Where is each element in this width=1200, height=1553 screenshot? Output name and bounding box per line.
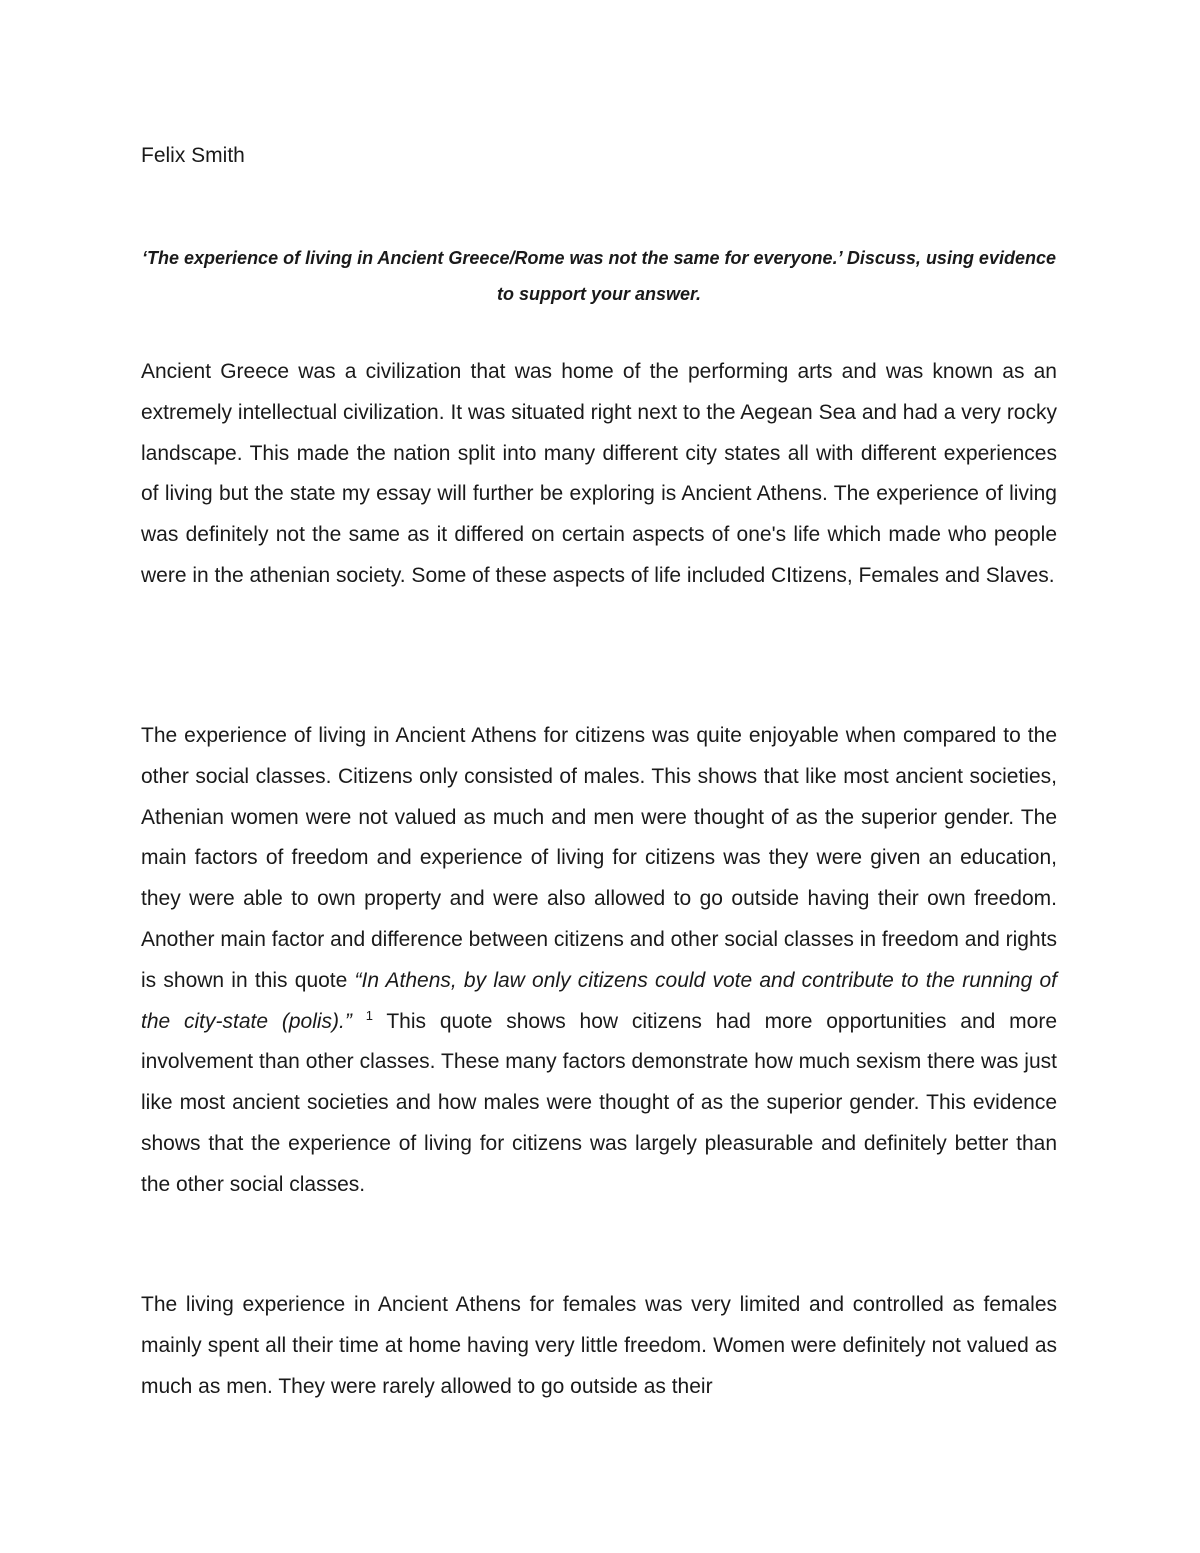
essay-title: ‘The experience of living in Ancient Greece/Rome was not the same for everyone.’ Discuss, using evidence to support your answer. xyxy=(142,248,1056,304)
paragraph-citizens xyxy=(141,716,1057,1206)
footnote-reference[interactable]: 1 xyxy=(365,1007,373,1023)
paragraph-intro: Ancient Greece was a civilization that was home of the performing arts and was known as an extremely intellectual civilization. It was situated right next to the Aegean Sea and had a very rocky landscape. This made the nation split into many different city states all with different experiences of living but the state my essay will further be exploring is Ancient Athens. The experience of living was definitely not the same as it differed on certain aspects of one's life which made who people were in the athenian society. Some of these aspects of life included CItizens, Females and Slaves. xyxy=(141,360,1057,587)
author-name: Felix Smith xyxy=(141,144,245,167)
paragraph-females: The living experience in Ancient Athens for females was very limited and controlled as females mainly spent all their time at home having very little freedom. Women were definitely not valued as much as men. They were rarely allowed to go outside as their xyxy=(141,1293,1057,1398)
paragraph-citizens-text-before-quote: The experience of living in Ancient Athens for citizens was quite enjoyable when compared to the other social classes. Citizens only consisted of males. This shows that like most ancient societies, Athenian women were not valued as much and men were thought of as the superior gender. The main factors of freedom and experience of living for citizens was they were given an education, they were able to own property and were also allowed to go outside having their own freedom. Another main factor and difference between citizens and other social classes in freedom and rights is shown in this quote xyxy=(141,724,1057,992)
quote-text: “In Athens, by law only citizens could vote and contribute to the running of the city-state (polis).” xyxy=(141,968,1057,1033)
paragraph-citizens-text-after-quote: This quote shows how citizens had more opportunities and more involvement than other classes. These many factors demonstrate how much sexism there was just like most ancient societies and how males were thought of as the superior gender. This evidence shows that the experience of living for citizens was largely pleasurable and definitely better than the other social classes. xyxy=(141,1009,1058,1196)
